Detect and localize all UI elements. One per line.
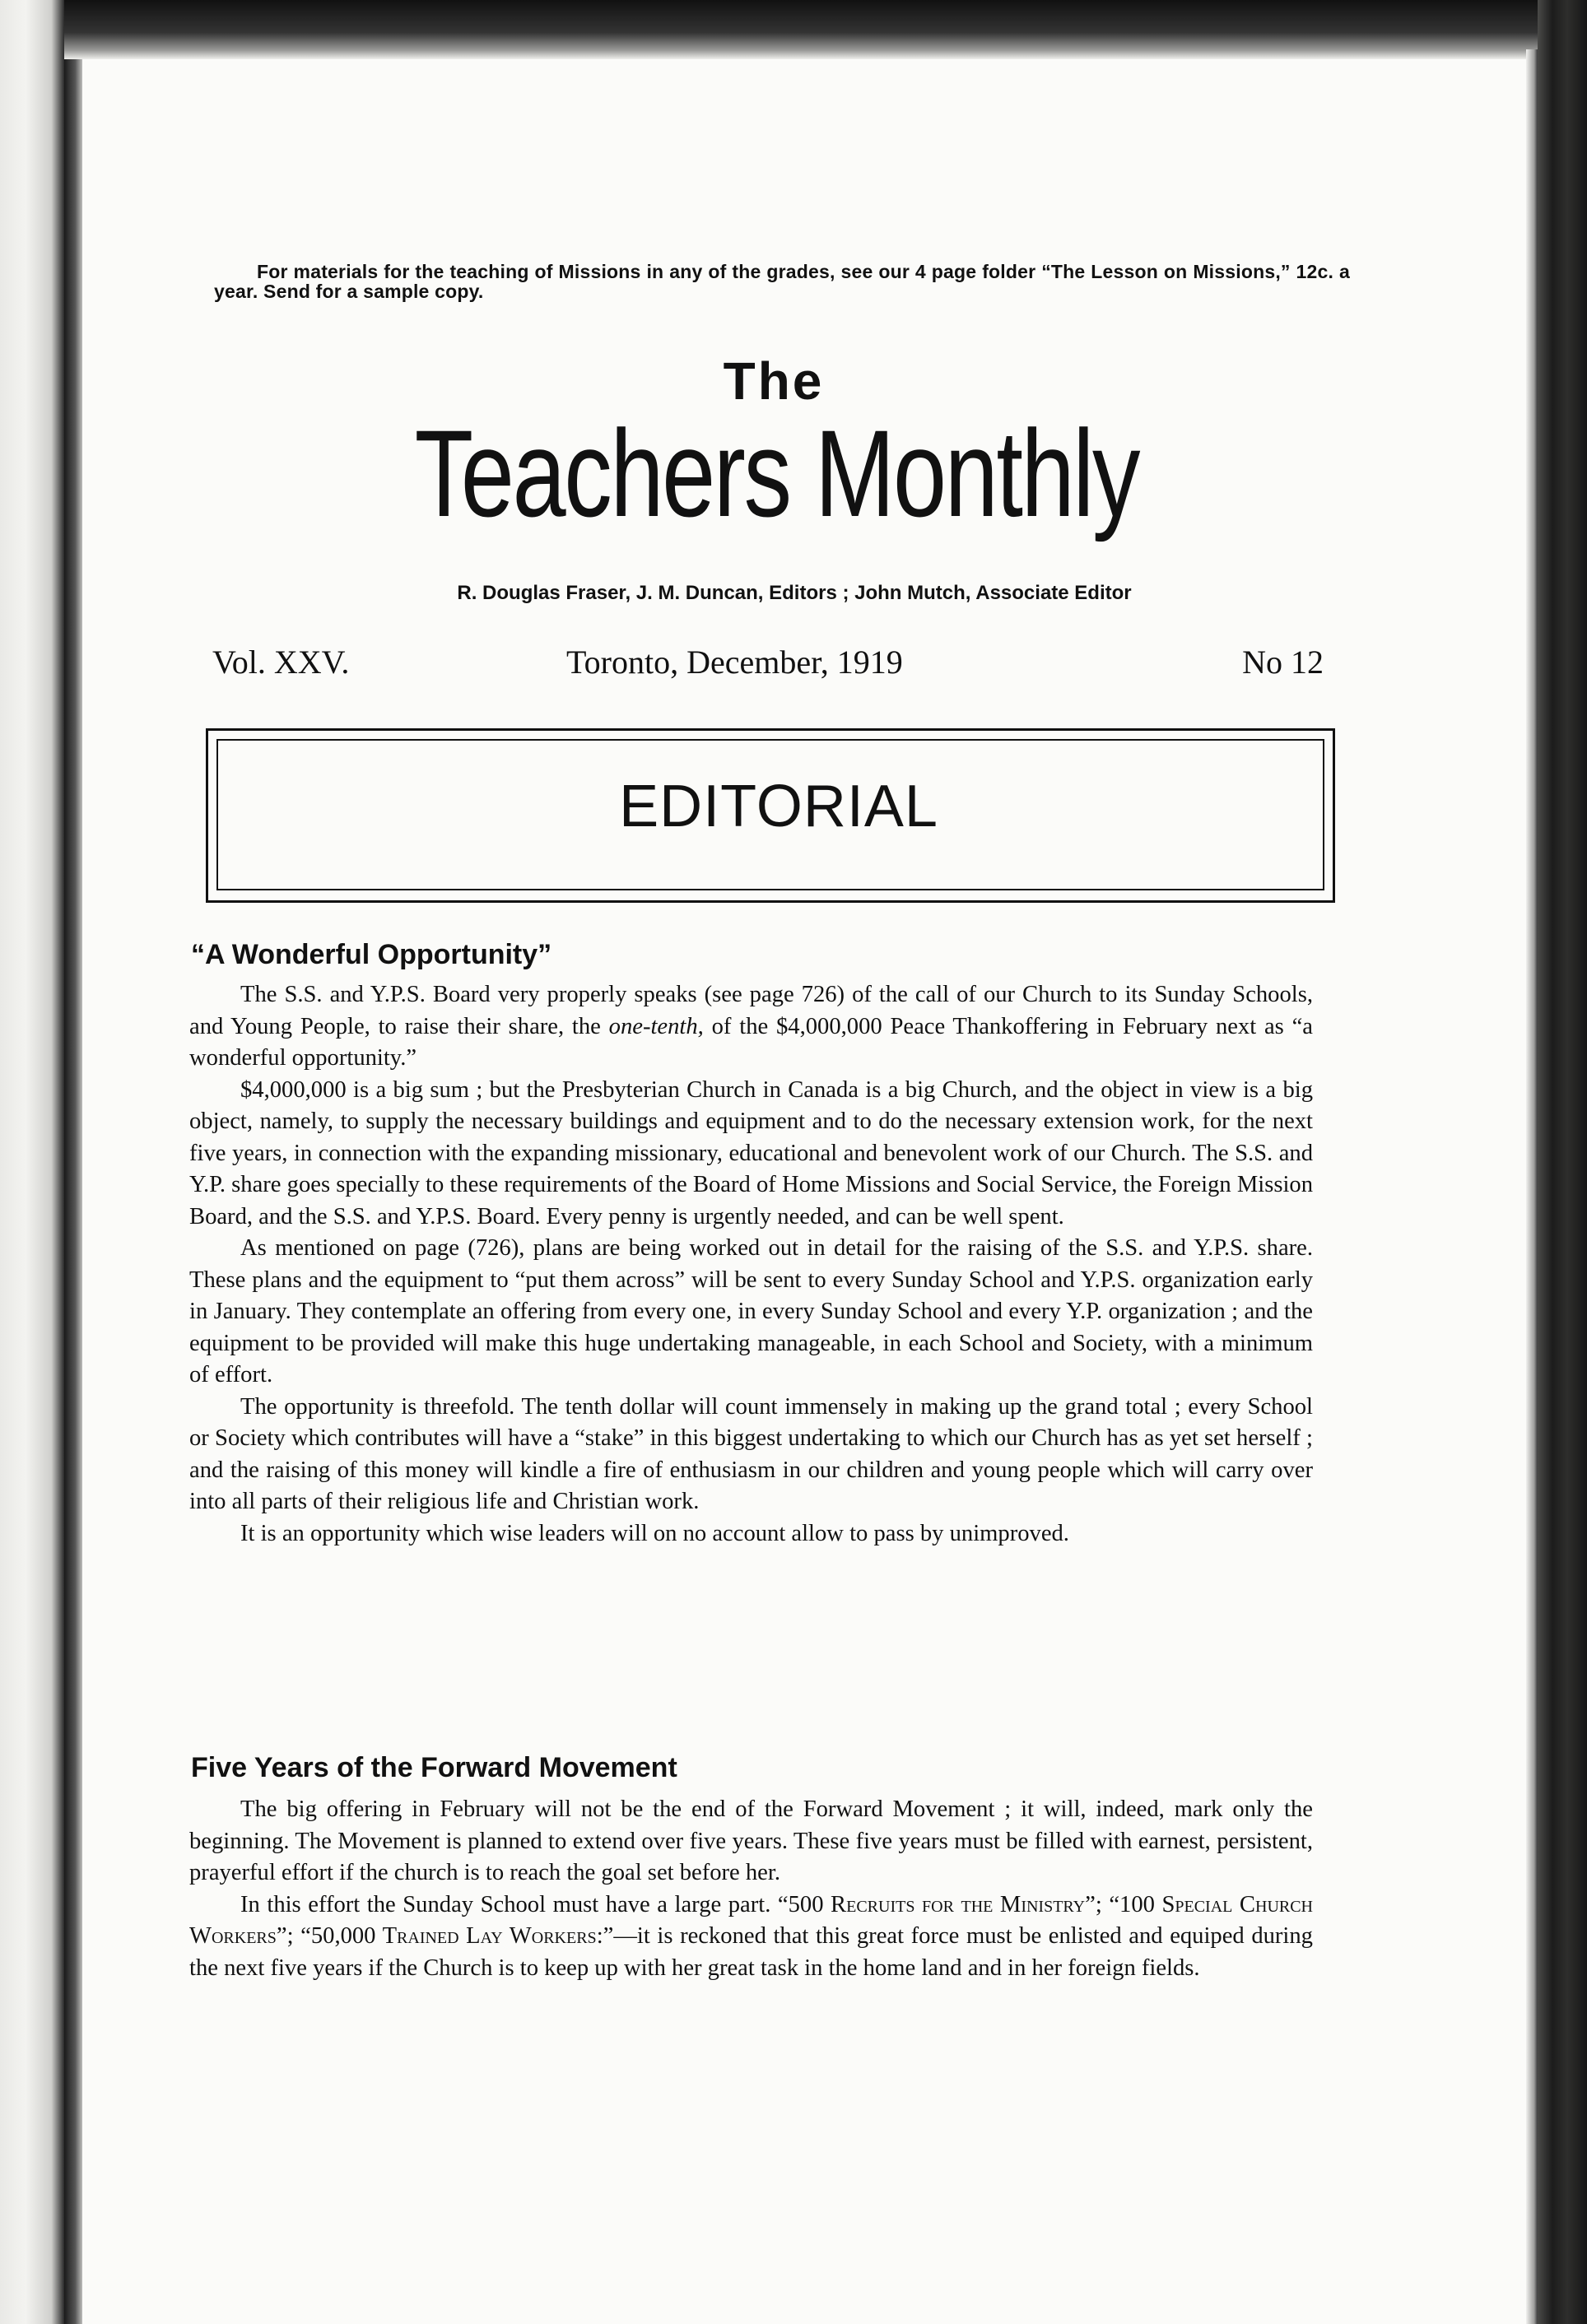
place-and-date: Toronto, December, 1919 — [566, 644, 903, 681]
volume-number: Vol. XXV. — [212, 644, 350, 681]
article-body-forward-movement — [189, 1794, 1313, 1984]
paragraph: The S.S. and Y.P.S. Board very properly speaks (see page 726) of the call of our Church to its Sunday Schools, and Young People, to raise their share, the one-tenth, of the $4,000,000 Peace Thankoffering in February next as “a wonderful opportunity.” — [189, 982, 1313, 1071]
paragraph: It is an opportunity which wise leaders will on no account allow to pass by unimproved. — [240, 1520, 1069, 1546]
paragraph: The opportunity is threefold. The tenth dollar will count immensely in making up the grand total ; every School or Society which contributes will have a “stake” in this biggest undertaking to which our Church has as yet set herself ; and the raising of this money will kindle a fire of enthusiasm in our children and young people which will carry over into all parts of their religious life and Christian work. — [189, 1393, 1313, 1514]
scan-left-page-edge — [64, 0, 82, 2324]
scan-right-page-edge — [1526, 49, 1538, 2324]
paragraph: As mentioned on page (726), plans are being worked out in detail for the raising of the S.S. and Y.P.S. share. These plans and the equipment to “put them across” will be sent to every Sunday School and Y.P.S. organization early in January. They contemplate an offering from every one, in every Sunday School and every Y.P. organization ; and the equipment to be provided will make this huge undertaking manageable, in each School and Society, with a minimum of effort. — [189, 1235, 1313, 1387]
article-heading-wonderful-opportunity: “A Wonderful Opportunity” — [191, 939, 552, 970]
masthead-the: The — [723, 351, 825, 411]
scan-left-margin — [0, 0, 64, 2324]
article-heading-forward-movement: Five Years of the Forward Movement — [191, 1752, 677, 1783]
paragraph: In this effort the Sunday School must have a large part. “500 Recruits for the Ministry”; “100 Special Church Workers”; “50,000 Trained Lay Workers:”—it is reckoned that this great force must be enlisted and equiped during the next five years if the Church is to keep up with her great task in the home land and in her foreign fields. — [189, 1891, 1314, 1981]
paragraph: The big offering in February will not be the end of the Forward Movement ; it will, indeed, mark only the beginning. The Movement is planned to extend over five years. These five years must be filled with earnest, persistent, prayerful effort if the church is to reach the goal set before her. — [189, 1796, 1313, 1885]
issue-number: No 12 — [1242, 644, 1324, 681]
paragraph: $4,000,000 is a big sum ; but the Presbyterian Church in Canada is a big Church, and the object in view is a big object, namely, to supply the necessary buildings and equipment and to do the necessary extension work, for the next five years, in connection with the expanding missionary, educational and benevolent work of our Church. The S.S. and Y.P. share goes specially to these requirements of the Board of Home Missions and Social Service, the Foreign Mission Board, and the S.S. and Y.P.S. Board. Every penny is urgently needed, and can be well spent. — [189, 1076, 1313, 1229]
editorial-banner-label: EDITORIAL — [619, 774, 938, 839]
scan-book-spine — [1538, 0, 1587, 2324]
article-body-wonderful-opportunity — [189, 979, 1313, 1550]
issue-line — [212, 642, 1348, 683]
masthead-title: Teachers Monthly — [414, 404, 1139, 542]
magazine-page — [189, 0, 1350, 2324]
editorial-banner — [206, 728, 1335, 903]
missions-materials-note: For materials for the teaching of Missions in any of the grades, see our 4 page folder “The Lesson on Missions,” 12c. a year. Send for a sample copy. — [214, 261, 1350, 302]
editors-line: R. Douglas Fraser, J. M. Duncan, Editors ; John Mutch, Associate Editor — [457, 582, 1132, 604]
